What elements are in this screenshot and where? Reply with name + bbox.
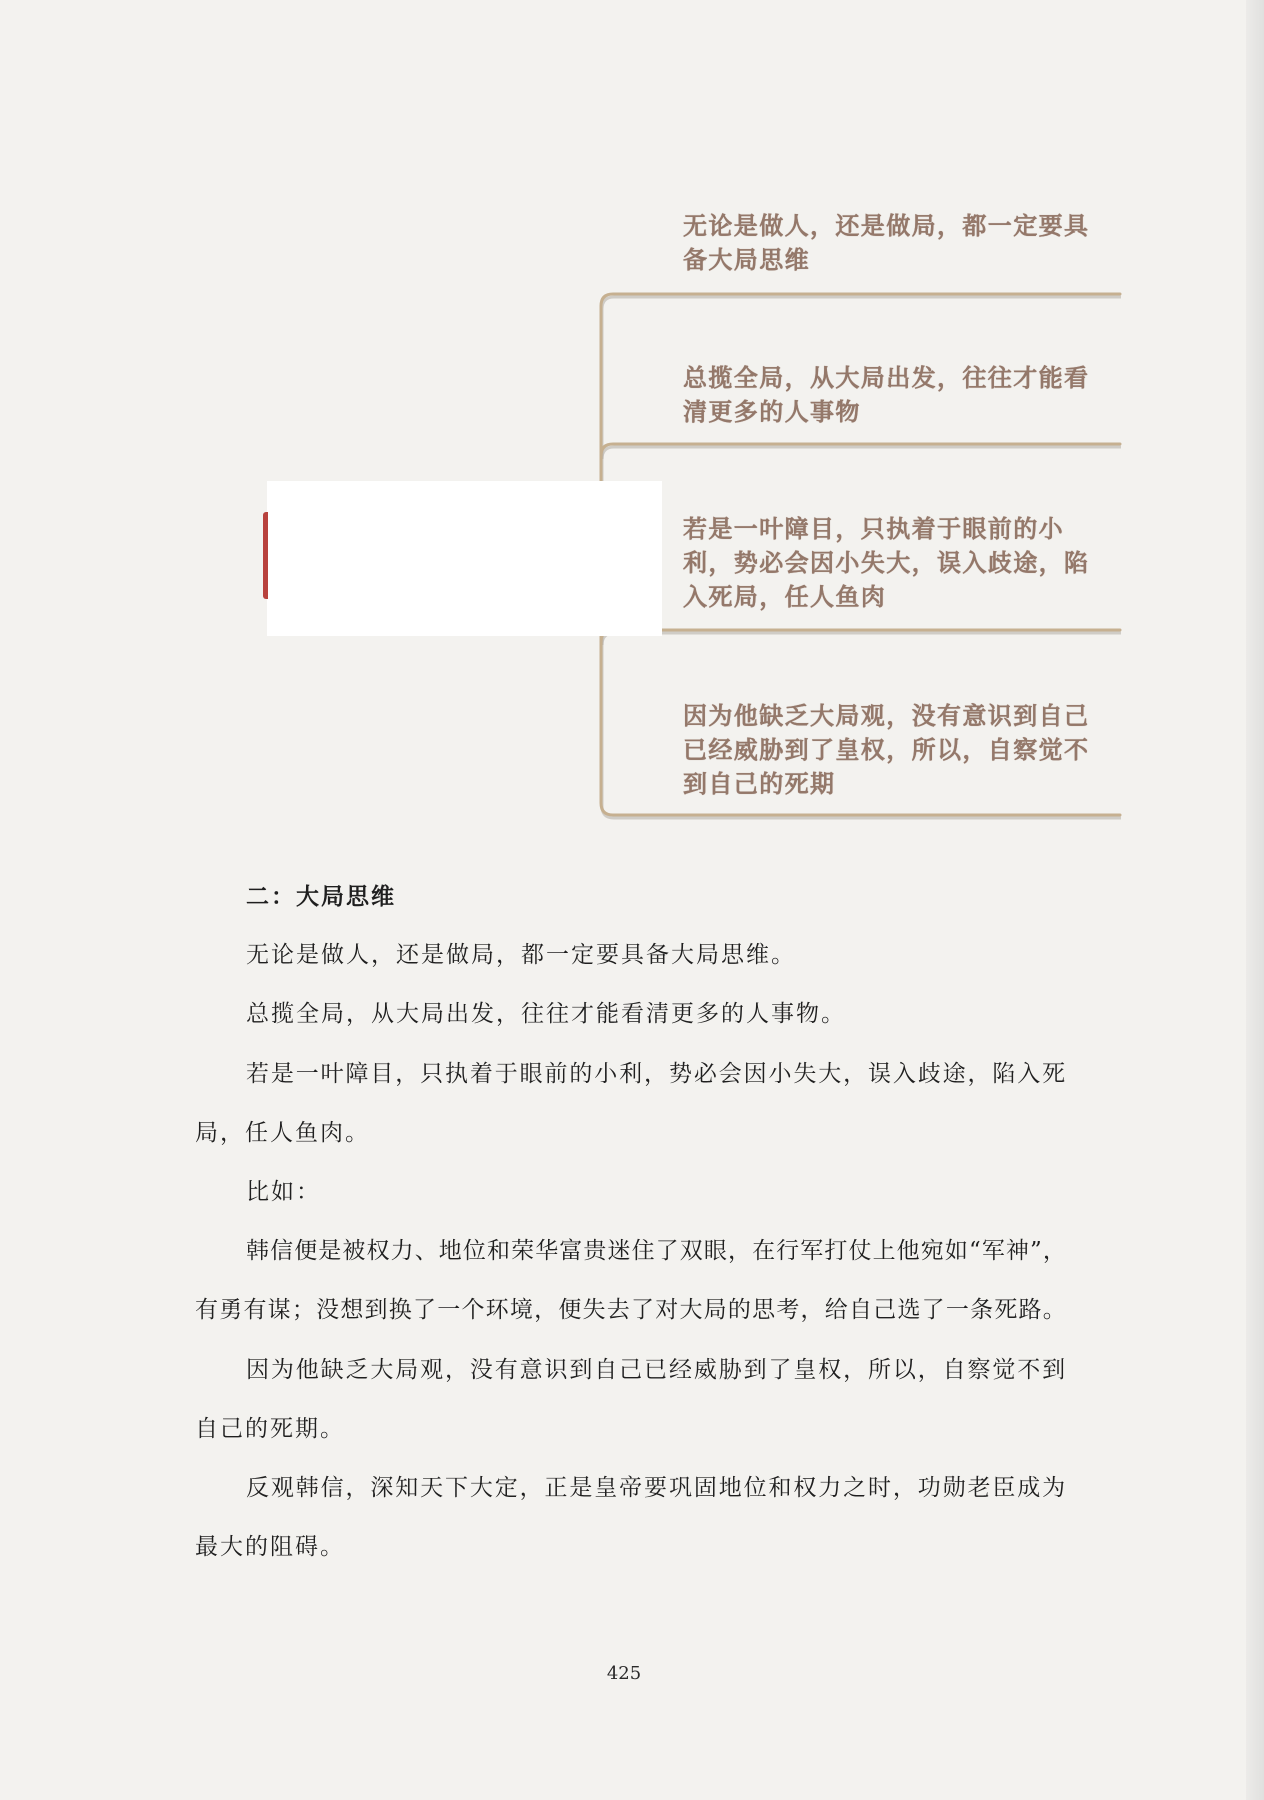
section-heading: 二：大局思维 (246, 883, 396, 910)
paragraph-5-line-1: 韩信便是被权力、地位和荣华富贵迷住了双眼，在行军打仗上他宛如“军神”， (246, 1238, 1067, 1265)
branch-3-line-1: 若是一叶障目，只执着于眼前的小 (683, 515, 1064, 543)
paragraph-3-line-2: 局，任人鱼肉。 (195, 1119, 370, 1146)
mindmap-branch-3 (683, 512, 1090, 614)
branch-1-line-2: 备大局思维 (683, 246, 810, 274)
branch-3-underline-shadow (602, 633, 1121, 645)
branch-2-underline-shadow (602, 447, 1121, 459)
paragraph-1-line-1: 无论是做人，还是做局，都一定要具备大局思维。 (246, 942, 796, 969)
paragraph-7-line-2: 最大的阻碍。 (195, 1534, 345, 1561)
section (195, 867, 1067, 1577)
paragraph-6-line-2: 自己的死期。 (195, 1415, 345, 1442)
central-node-marker (263, 512, 268, 599)
branch-2-line-2: 清更多的人事物 (683, 398, 861, 426)
paragraph-3-line-1: 若是一叶障目，只执着于眼前的小利，势必会因小失大，误入歧途，陷入死 (246, 1060, 1067, 1087)
mindmap-branch-1 (683, 209, 1090, 277)
paragraph-7-line-1: 反观韩信，深知天下大定，正是皇帝要巩固地位和权力之时，功勋老臣成为 (246, 1474, 1067, 1501)
page-number: 425 (606, 1663, 642, 1684)
branch-4-line-3: 到自己的死期 (683, 770, 836, 798)
mindmap-branch-4 (683, 699, 1090, 801)
branch-4-line-1: 因为他缺乏大局观，没有意识到自己 (683, 702, 1090, 730)
paragraph-2-line-1: 总揽全局，从大局出发，往往才能看清更多的人事物。 (246, 1001, 846, 1028)
mindmap-central-node (267, 481, 662, 636)
paragraph-4-line-1: 比如： (246, 1178, 321, 1205)
branch-2-line-1: 总揽全局，从大局出发，往往才能看 (683, 364, 1090, 392)
paragraph-5-line-2: 有勇有谋；没想到换了一个环境，便失去了对大局的思考，给自己选了一条死路。 (195, 1297, 1067, 1324)
branch-3-line-2: 利，势必会因小失大，误入歧途，陷 (683, 549, 1090, 577)
paragraph-6-line-1: 因为他缺乏大局观，没有意识到自己已经威胁到了皇权，所以，自察觉不到 (246, 1356, 1067, 1383)
mindmap-branch-2 (683, 361, 1090, 429)
branch-1-line-1: 无论是做人，还是做局，都一定要具 (683, 212, 1090, 240)
branch-4-line-2: 已经威胁到了皇权，所以，自察觉不 (683, 736, 1090, 764)
branch-3-line-3: 入死局，任人鱼肉 (683, 583, 887, 611)
